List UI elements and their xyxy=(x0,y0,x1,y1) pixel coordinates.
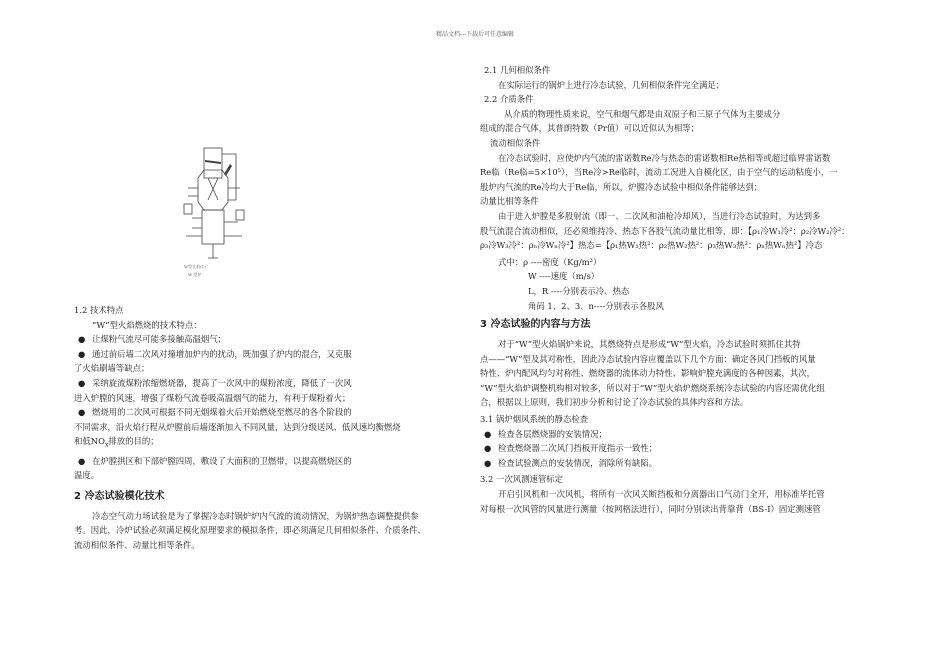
paragraph: 不同需求，沿火焰行程从炉膛前后墙逐渐加入不同风量，达到分级送风、低风速均衡燃烧 xyxy=(74,421,401,432)
paragraph: 和低$NO_x$排放的目的； xyxy=(74,436,159,450)
section-2-4-title: 动量比相等条件 xyxy=(480,196,539,207)
bullet-icon: ● xyxy=(78,377,86,388)
paragraph: 温度。 xyxy=(74,470,100,481)
paragraph: 组成的混合气体，其普朗特数（Pr值）可以近似认为相等； xyxy=(480,123,700,134)
list-item: ● 通过前后墙二次风对撞增加炉内的扰动，既加强了炉内的混合，又克服 xyxy=(74,347,474,362)
section-3-1-title: 3.1 锅炉烟风系统的静态检查 xyxy=(480,414,589,425)
paragraph: 特性、炉内配风均匀对称性、燃烧器的流体动力特性、影响炉膛充满度的各种因素，其次， xyxy=(480,368,815,379)
boiler-diagram xyxy=(178,140,250,290)
paragraph: 股气流混合流动相似，还必须维持冷、热态下各股气流动量比相等，即：【ρ₁冷W₁冷²：ρ₂冷W₂冷²： xyxy=(480,225,850,236)
paragraph: 合，根据以上原则，我们初步分析和讨论了冷态试验的具体内容和方法。 xyxy=(480,397,748,408)
bullet-icon: ● xyxy=(78,334,86,345)
formula-legend: L，R ----分别表示冷、热态 xyxy=(528,285,630,296)
formula-legend: 式中：ρ ----密度（Kg/m³） xyxy=(498,256,602,267)
paragraph: 冷态空气动力场试验是为了掌握冷态时锅炉炉内气流的流动情况，为锅炉热态调整提供参 xyxy=(92,510,419,521)
paragraph: 由于进入炉膛是多股射流（即一、二次风和油枪冷却风），当进行冷态试验时，为达到多 xyxy=(498,210,821,221)
paragraph: 从介质的物理性质来说，空气和烟气都是由双原子和三原子气体为主要成分 xyxy=(504,108,781,119)
list-item: ● 在炉膛拱区和下部炉膛四周，敷设了大面积的卫燃带，以提高燃烧区的 xyxy=(74,454,474,469)
section-2-1-title: 2.1 几何相似条件 xyxy=(484,65,551,75)
paragraph: Re临（Re临=5×10⁵），当Re冷>Re临时，流动工况进入自模化区，由于空气的运动粘度小，一 xyxy=(480,167,838,178)
paragraph: 对每根一次风管的风量进行测量（按网格法进行），同时分别读出背靠背（BS-I）固定测速管 xyxy=(480,503,821,514)
paragraph: 考。因此，冷炉试验必须满足模化原理要求的模拟条件，即必须满足几何相似条件、介质条件、 xyxy=(74,525,426,536)
paragraph: “W”型火焰燃烧的技术特点： xyxy=(92,319,202,330)
paragraph: 进入炉膛的风速，增强了煤粉气流卷吸高温烟气的能力，有利于煤粉着火； xyxy=(74,392,351,403)
bullet-icon: ● xyxy=(78,407,86,418)
list-item: ● 检查燃烧器二次风门挡板开度指示一致性； xyxy=(480,441,880,456)
list-item: ● 检查各层燃烧器的安装情况； xyxy=(480,427,880,442)
page-header: 精品文档---下载后可任意编辑 xyxy=(435,31,515,38)
figure-caption-2: W 型炉 xyxy=(188,272,202,277)
section-3-title: 3 冷态试验的内容与方法 xyxy=(480,319,591,331)
bullet-icon: ● xyxy=(78,455,86,466)
section-2-title: 2 冷态试验模化技术 xyxy=(74,490,165,502)
paragraph: 点——“W”型及其对称性，因此冷态试验内容应覆盖以下几个方面：确定各风门挡板的风量 xyxy=(480,353,816,364)
paragraph: 般炉内气流的Re冷均大于Re临，所以，炉膛冷态试验中相似条件能够达到； xyxy=(480,181,763,192)
formula-legend: W ----速度（m/s） xyxy=(528,271,600,282)
section-1-2-title: 1.2 技术特点 xyxy=(74,305,124,315)
formula-legend: 角码 1、2、3、n----分别表示各股风 xyxy=(528,300,664,311)
paragraph: 在实际运行的锅炉上进行冷态试验，几何相似条件完全满足； xyxy=(498,79,725,90)
section-2-2-title: 2.2 介质条件 xyxy=(484,94,534,105)
paragraph: 了火焰刷墙等缺点； xyxy=(74,363,150,374)
figure-caption-1: W型火焰(1) xyxy=(184,264,206,269)
paragraph: “W”型火焰炉调整机构相对较多，所以对于“W”型火焰炉燃烧系统冷态试验的内容还需优化组 xyxy=(480,382,825,393)
paragraph: 流动相似条件、动量比相等条件。 xyxy=(74,539,200,550)
bullet-icon: ● xyxy=(78,348,86,359)
list-item: ● 燃烧用的二次风可根据不同无烟煤着火后开始燃烧至燃尽的各个阶段的 xyxy=(74,405,474,420)
right-column xyxy=(480,63,880,516)
bullet-icon: ● xyxy=(484,428,492,439)
paragraph: ρ₃冷W₃冷²：ρₙ冷Wₙ冷²】热态=【ρ₁热W₁热²：ρ₂热W₂热²：ρ₃热W₃热²：ρₙ热Wₙ热²】冷态 xyxy=(480,240,823,251)
section-3-2-title: 3.2 一次风测速管标定 xyxy=(480,474,563,485)
list-item: ● 检查试验测点的安装情况，消除所有缺陷。 xyxy=(480,456,880,471)
section-2-3-title: 流动相似条件 xyxy=(490,137,541,148)
bullet-icon: ● xyxy=(484,457,492,468)
paragraph: 在冷态试验时，应使炉内气流的雷诺数Re冷与热态的雷诺数相Re热相等或超过临界雷诺数 xyxy=(498,152,831,163)
paragraph: 开启引风机和一次风机，将所有一次风关断挡板和分离器出口气动门全开，用标准毕托管 xyxy=(498,489,825,500)
list-item: ● 采纳旋流煤粉浓缩燃烧器，提高了一次风中的煤粉浓度，降低了一次风 xyxy=(74,376,474,391)
list-item: ● 让煤粉气流尽可能多接触高温烟气； xyxy=(74,332,474,347)
paragraph: 对于“W”型火焰锅炉来说，其燃烧特点是形成“W”型火焰，冷态试验时须抓住其特 xyxy=(498,339,801,350)
bullet-icon: ● xyxy=(484,443,492,454)
left-column xyxy=(74,303,474,553)
